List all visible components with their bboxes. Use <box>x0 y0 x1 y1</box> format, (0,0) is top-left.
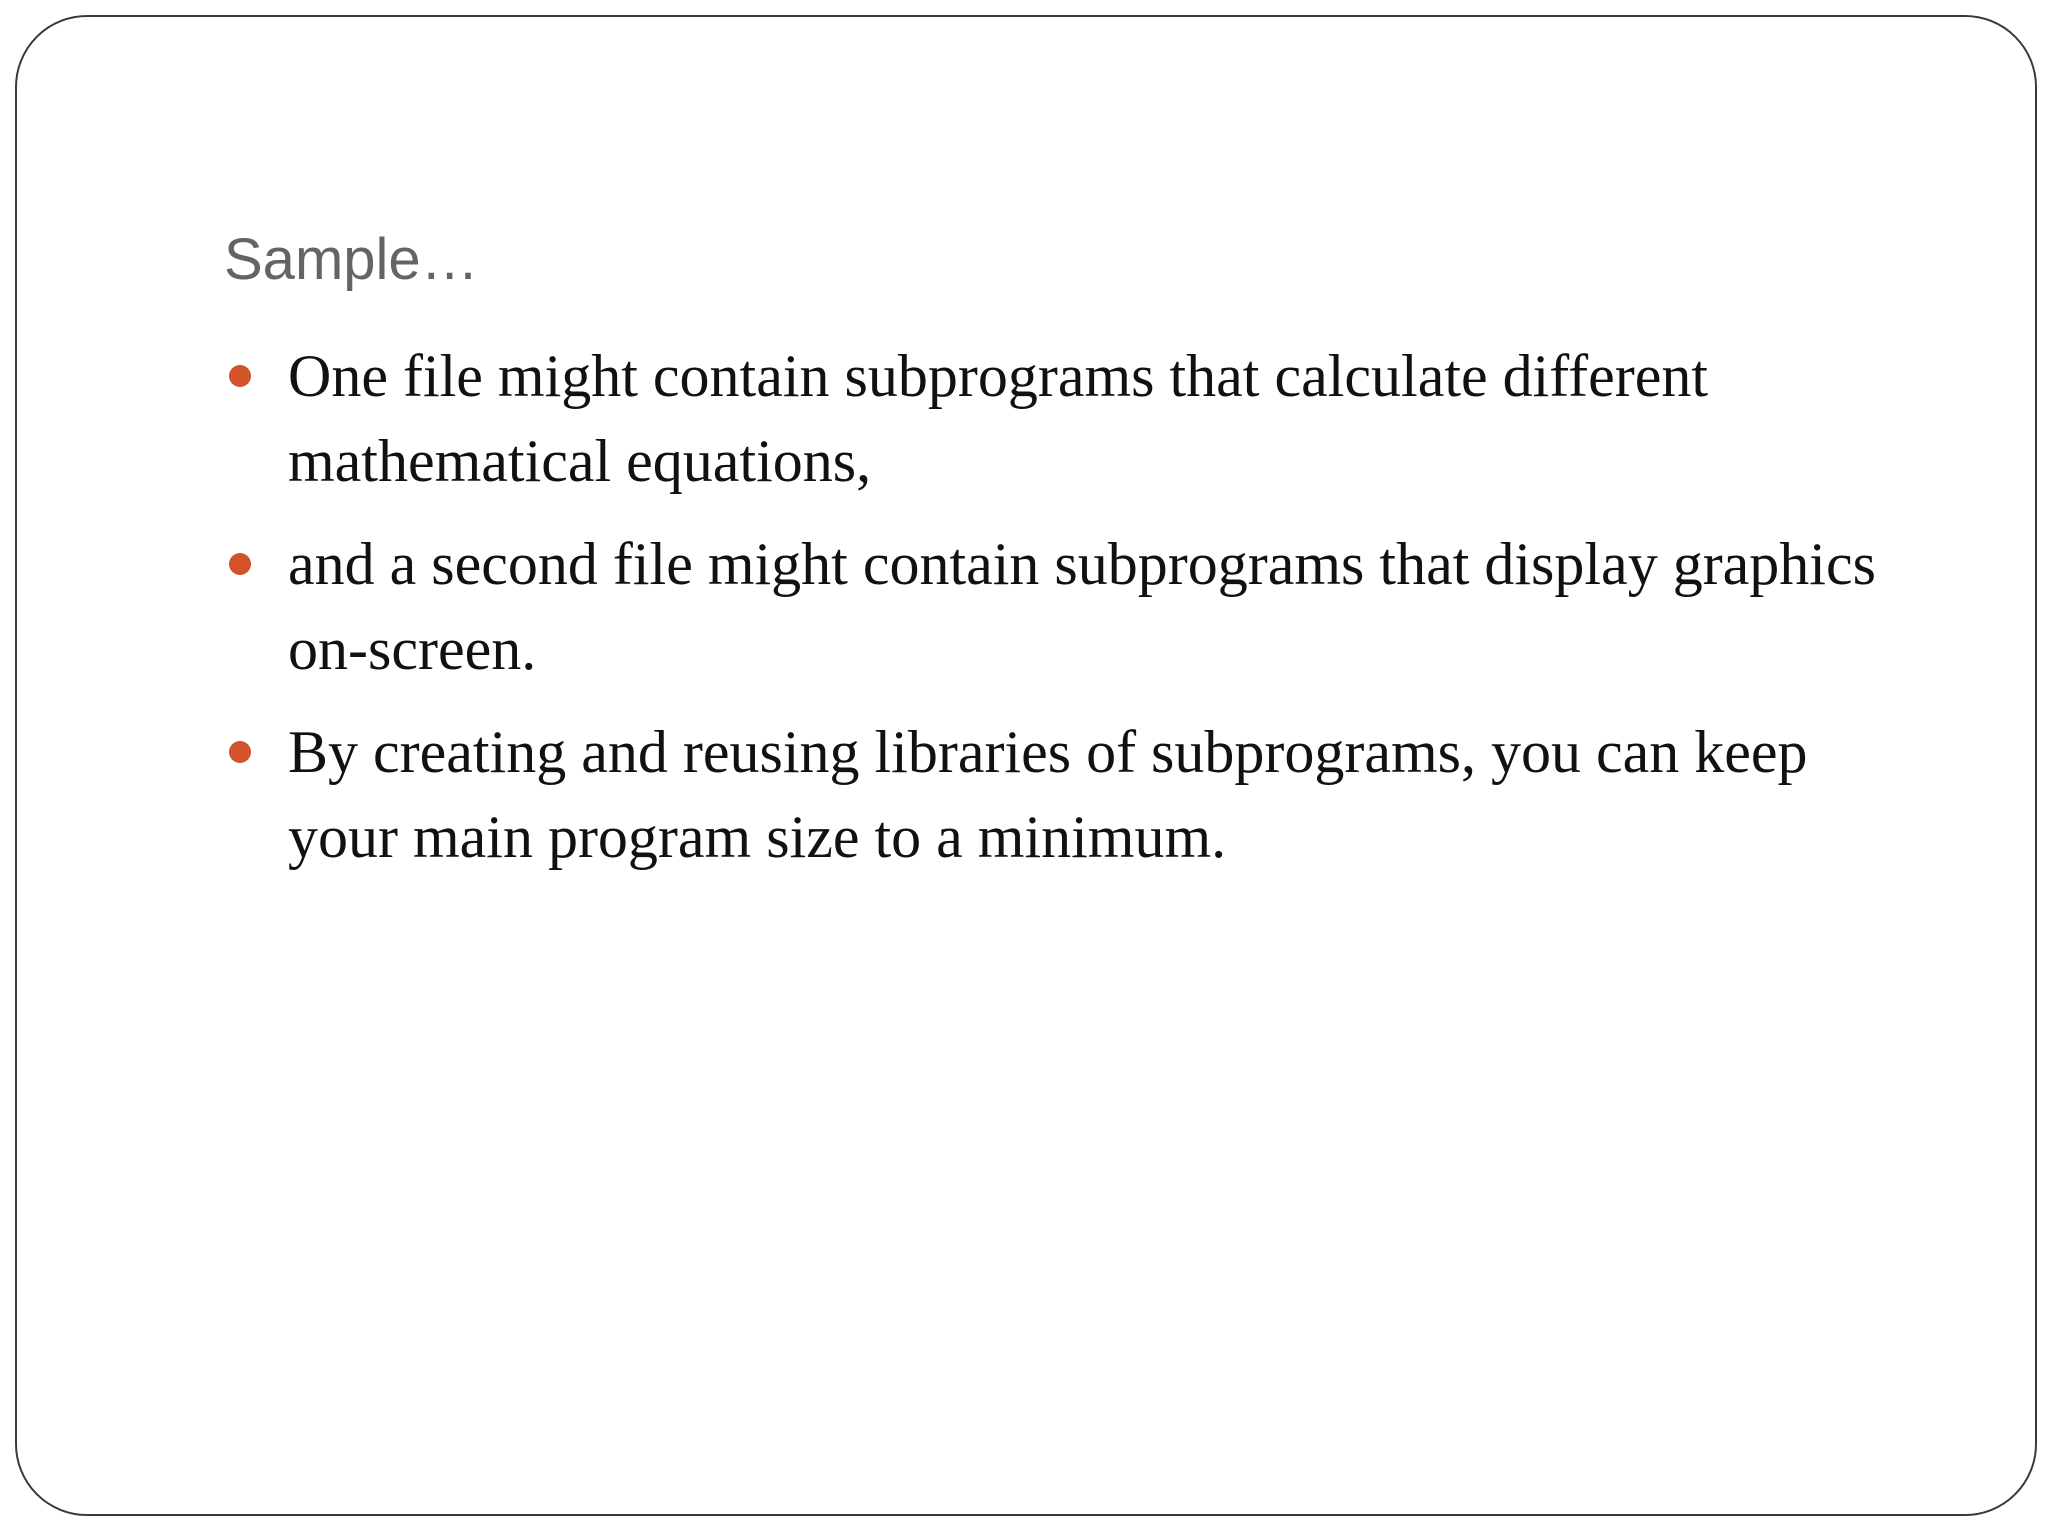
bullet-list <box>224 334 1884 898</box>
bullet-item <box>224 522 1884 692</box>
bullet-item <box>224 334 1884 504</box>
bullet-text: By creating and reusing libraries of subprograms, you can keep your main program size to a minimum. <box>288 719 1808 870</box>
bullet-dot-icon <box>229 553 251 575</box>
bullet-item <box>224 710 1884 880</box>
slide-title: Sample… <box>224 227 479 292</box>
bullet-dot-icon <box>229 365 251 387</box>
bullet-text: One file might contain subprograms that calculate different mathematical equations, <box>288 343 1709 494</box>
bullet-dot-icon <box>229 741 251 763</box>
bullet-text: and a second file might contain subprograms that display graphics on-screen. <box>288 531 1876 682</box>
